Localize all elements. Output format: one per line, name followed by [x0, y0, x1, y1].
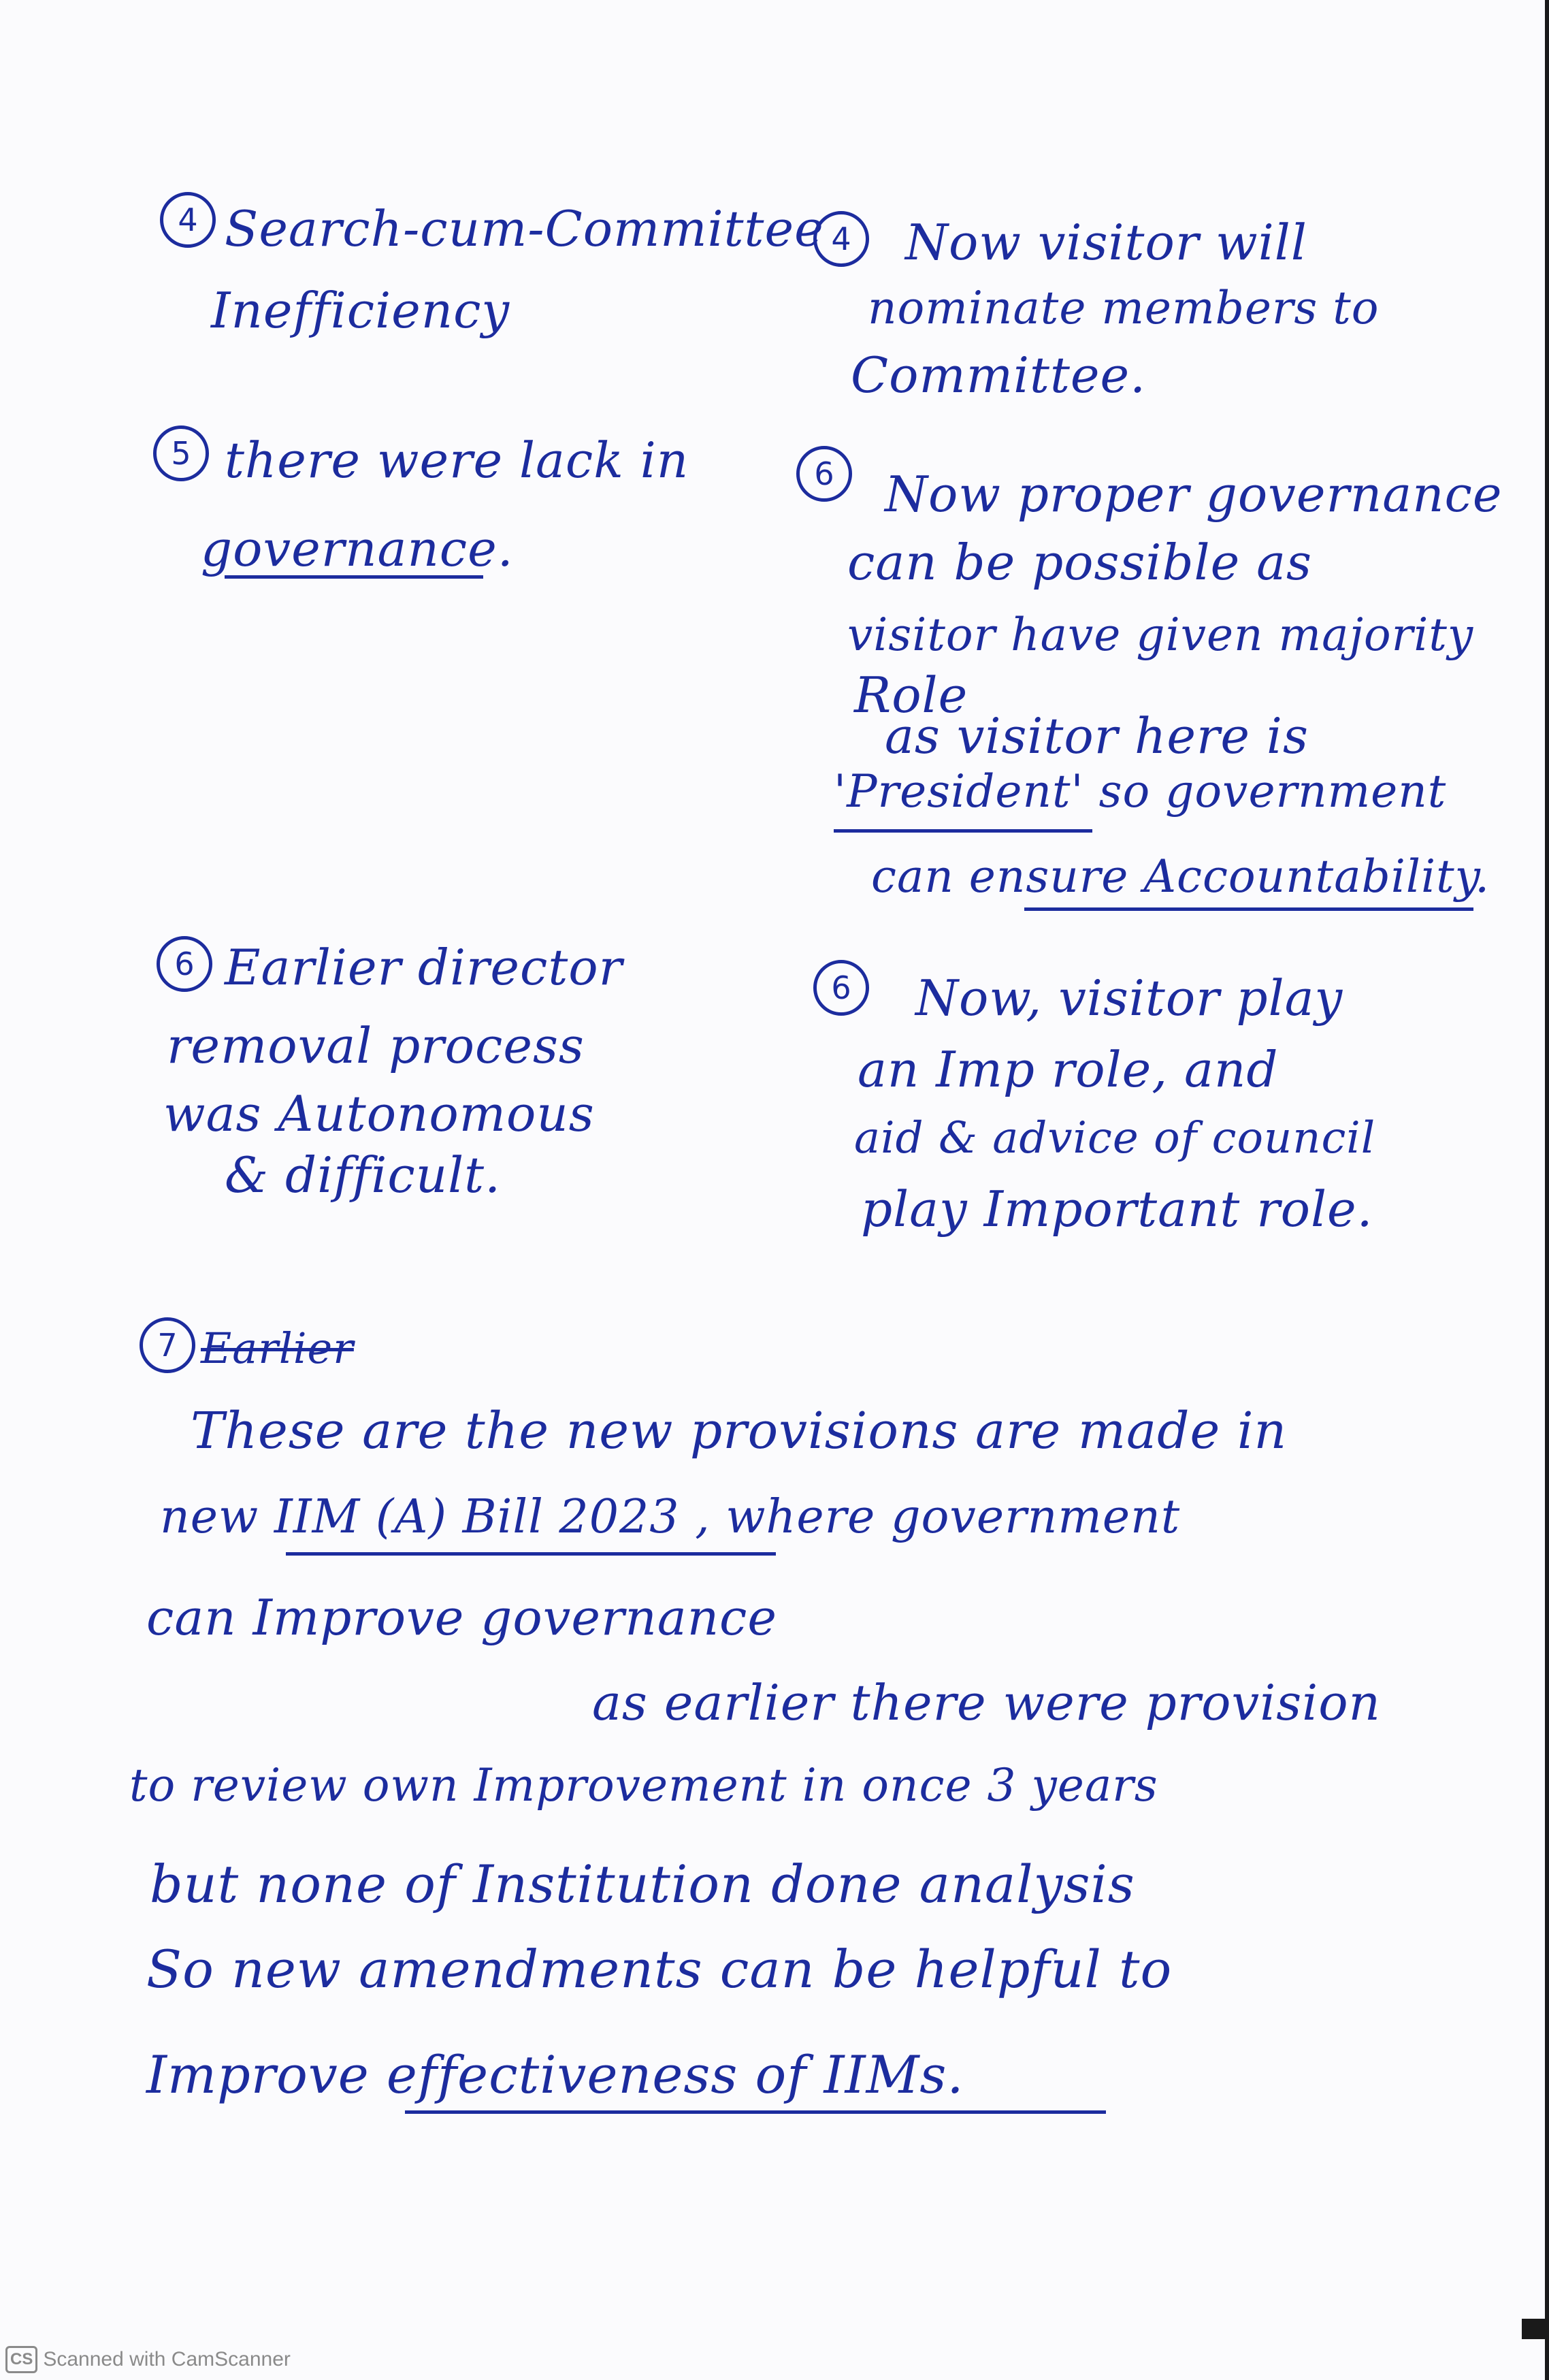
point-6b-right-line-2: an Imp role, and	[858, 1041, 1279, 1098]
point-6-right-line-4: Role	[854, 666, 968, 724]
scan-edge-corner	[1522, 2319, 1549, 2339]
point-number-circle: 4	[160, 192, 216, 248]
point-6b-right-line-3: aid & advice of council	[854, 1113, 1376, 1163]
point-number-circle: 6	[796, 446, 852, 502]
conclusion-line-8: Improve effectiveness of IIMs.	[146, 2044, 964, 2105]
point-4-right-line-2: nominate members to	[868, 282, 1380, 334]
point-6-right-line-1: Now proper governance	[885, 466, 1503, 523]
point-6-right-line-6: 'President' so government	[834, 765, 1447, 818]
scanner-watermark	[5, 2343, 291, 2376]
underline	[1024, 907, 1473, 911]
conclusion-line-2: new IIM (A) Bill 2023 , where government	[160, 1490, 1181, 1544]
underline	[225, 575, 483, 579]
underline	[405, 2110, 1106, 2114]
underline	[834, 829, 1092, 833]
point-6-right-line-2: can be possible as	[847, 534, 1312, 591]
underline	[286, 1552, 776, 1556]
conclusion-line-3: can Improve governance	[146, 1589, 777, 1646]
point-number-circle: 4	[813, 211, 869, 267]
scan-edge	[1545, 0, 1549, 2380]
point-6b-right-line-1: Now, visitor play	[915, 969, 1343, 1027]
point-number-circle: 5	[153, 425, 209, 481]
conclusion-line-6: but none of Institution done analysis	[150, 1854, 1135, 1914]
conclusion-line-5: to review own Improvement in once 3 years	[129, 1759, 1158, 1812]
point-6-left-line-2: removal process	[167, 1017, 585, 1074]
point-6b-right-line-4: play Important role.	[861, 1180, 1373, 1238]
point-6-left-line-4: & difficult.	[225, 1146, 501, 1204]
point-6-left-line-1: Earlier director	[225, 939, 623, 996]
point-number-circle: 6	[157, 936, 212, 992]
point-number-circle: 7	[140, 1317, 195, 1373]
point-5-left-line-1: there were lack in	[225, 432, 689, 489]
camscanner-logo: CS	[5, 2346, 37, 2373]
point-5-left-line-2: governance.	[201, 520, 514, 577]
point-4-left-line-2: Inefficiency	[211, 282, 510, 339]
conclusion-line-7: So new amendments can be helpful to	[146, 1939, 1173, 1999]
point-6-right-line-7: can ensure Accountability.	[871, 850, 1490, 903]
watermark-text: Scanned with CamScanner	[43, 2348, 291, 2370]
point-4-right-line-3: Committee.	[851, 347, 1146, 404]
point-6-left-line-3: was Autonomous	[163, 1085, 595, 1142]
point-6-right-line-5: as visitor here is	[885, 707, 1309, 765]
conclusion-line-4: as earlier there were provision	[592, 1674, 1381, 1731]
point-4-left-line-1: Search-cum-Committee	[225, 200, 824, 257]
conclusion-line-1: These are the new provisions are made in	[191, 1402, 1288, 1460]
point-number-circle: 6	[813, 960, 869, 1016]
point-4-right-line-1: Now visitor will	[905, 214, 1307, 271]
point-6-right-line-3: visitor have given majority	[847, 609, 1474, 661]
struck-word: Earlier	[201, 1323, 354, 1373]
